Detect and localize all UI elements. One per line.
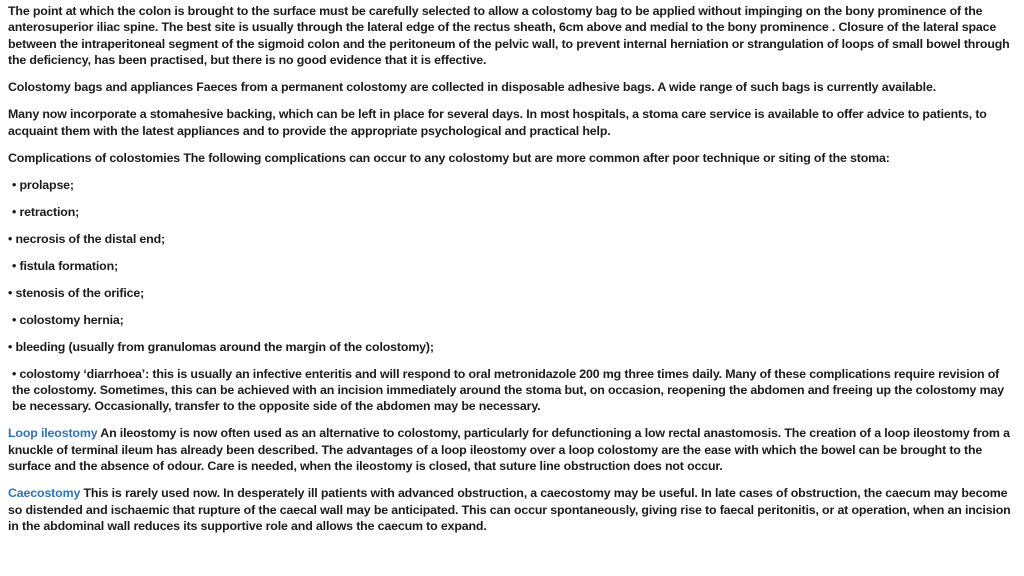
bullet-bleeding: • bleeding (usually from granulomas around the margin of the colostomy); (8, 339, 434, 354)
bullet-retraction: • retraction; (12, 204, 80, 219)
document-page (8, 3, 1016, 545)
paragraph-complications-intro: Complications of colostomies The following complications can occur to any colostomy but are more common after poor technique or siting of the stoma: (8, 150, 890, 165)
paragraph-colostomy-bags: Colostomy bags and appliances Faeces from a permanent colostomy are collected in disposable adhesive bags. A wide range of such bags is currently available. (8, 80, 936, 95)
paragraph-loop-ileostomy (8, 425, 1016, 474)
bullet-fistula: • fistula formation; (12, 258, 118, 273)
paragraph-colostomy-siting: The point at which the colon is brought to the surface must be carefully selected to allow a colostomy bag to be applied without impinging on the bony prominence of the anterosuperior iliac spine. The best site is usually through the lateral edge of the rectus sheath, 6cm above and medial to the bony prominence . Closure of the lateral space between the intraperitoneal segment of the sigmoid colon and the peritoneum of the pelvic wall, to prevent internal herniation or strangulation of loops of small bowel through the deficiency, has been practised, but there is no good evidence that it is effective. (8, 4, 1010, 68)
bullet-necrosis: • necrosis of the distal end; (8, 231, 165, 246)
paragraph-stomahesive: Many now incorporate a stomahesive backing, which can be left in place for several days. In most hospitals, a stoma care service is available to offer advice to patients, to acquaint them with the latest appliances and to provide the appropriate psychological and practical help. (8, 107, 987, 138)
loop-ileostomy-text: An ileostomy is now often used as an alternative to colostomy, particularly for defunctioning a low rectal anastomosis. The creation of a loop ileostomy from a knuckle of terminal ileum has already been described. The advantages of a loop ileostomy over a loop colostomy are the ease with which the bowel can be brought to the surface and the absence of odour. Care is needed, when the ileostomy is closed, that suture line obstruction does not occur. (8, 426, 1010, 474)
bullet-diarrhoea: • colostomy ‘diarrhoea’: this is usually an infective enteritis and will respond to oral metronidazole 200 mg three times daily. Many of these complications require revision of the colostomy. Sometimes, this can be achieved with an incision immediately around the stoma but, on occasion, reopening the abdomen and freeing up the colostomy may be necessary. Occasionally, transfer to the opposite side of the abdomen may be necessary. (12, 366, 1004, 414)
bullet-hernia: • colostomy hernia; (12, 312, 124, 327)
paragraph-caecostomy (8, 485, 1016, 534)
caecostomy-heading: Caecostomy (8, 486, 81, 501)
loop-ileostomy-heading: Loop ileostomy (8, 426, 98, 441)
bullet-stenosis: • stenosis of the orifice; (8, 285, 145, 300)
caecostomy-text: This is rarely used now. In desperately ill patients with advanced obstruction, a caecostomy may be useful. In late cases of obstruction, the caecum may become so distended and ischaemic that rupture of the caecal wall may be anticipated. This can occur spontaneously, giving rise to faecal peritonitis, or at operation, when an incision in the abdominal wall reduces its supportive role and allows the caecum to expand. (8, 486, 1011, 534)
bullet-prolapse: • prolapse; (12, 177, 74, 192)
